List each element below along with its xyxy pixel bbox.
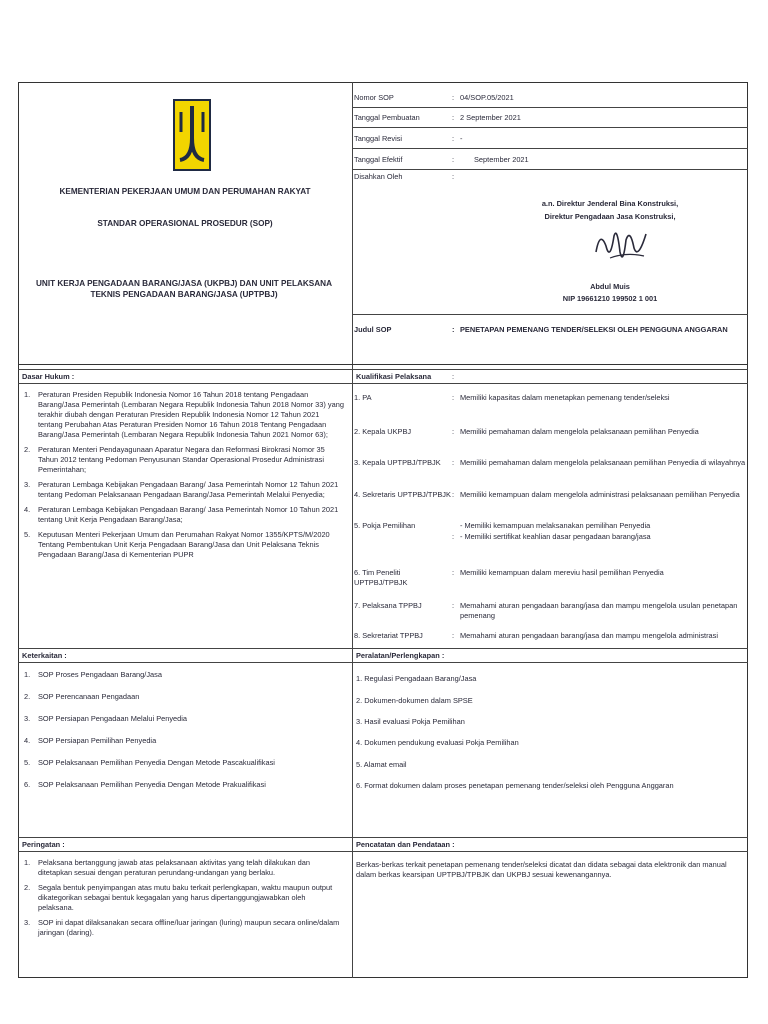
peralatan-item: 2. Dokumen-dokumen dalam SPSE <box>356 696 473 705</box>
section-line-d <box>18 837 748 838</box>
peralatan-title: Peralatan/Perlengkapan : <box>356 651 445 660</box>
section-line-a2 <box>18 383 352 384</box>
list-item: 4. Peraturan Lembaga Kebijakan Pengadaan Barang/ Jasa Pemerintah Nomor 10 Tahun 2021 tentang Unit Kerja Pengadaan Barang/Jasa; <box>24 505 339 524</box>
center-divider <box>352 82 353 978</box>
list-item: 3. SOP Persiapan Pengadaan Melalui Penyedia <box>24 714 188 723</box>
approver-name: Abdul Muis <box>590 282 630 291</box>
meta-line-4 <box>352 169 748 170</box>
approver-nip: NIP 19661210 199502 1 001 <box>562 294 658 303</box>
section-line-c2 <box>18 662 748 663</box>
approval-line-1: a.n. Direktur Jenderal Bina Konstruksi, <box>541 199 679 208</box>
header-divider <box>18 364 748 365</box>
section-line-b <box>352 369 748 370</box>
peralatan-item: 4. Dokumen pendukung evaluasi Pokja Pemilihan <box>356 738 519 747</box>
list-item: 1. Peraturan Presiden Republik Indonesia Nomor 16 Tahun 2018 tentang Pengadaan Barang/Jasa Pemerintah (Lembaran Negara Republik Indonesia Tahun 2018 Nomor 33) yang terakhir diubah dengan Peraturan Presiden Republik Indonesia Nomor 12 Tahun 2021 tentang Perubahan Atas Peraturan Presiden Nomor 16 Tahun 2018 Tentang Pengadaan Barang/Jasa Pemerintah (Lembaran Negara Republik Indonesia Tahun 2021 Nomor 63); <box>24 390 344 439</box>
pu-logo-icon <box>172 98 212 172</box>
section-line-d2 <box>18 851 748 852</box>
unit-name: UNIT KERJA PENGADAAN BARANG/JASA (UKPBJ) DAN UNIT PELAKSANA TEKNIS PENGADAAN BARANG/JASA (UPTPBJ) <box>36 279 332 299</box>
peringatan-title: Peringatan : <box>22 840 65 849</box>
list-item: 1. Pelaksana bertanggung jawab atas pelaksanaan aktivitas yang telah dilakukan dan ditetapkan sesuai dengan peraturan perundang-undangan yang berlaku. <box>24 858 311 877</box>
meta-line-1 <box>352 107 748 108</box>
dasar-hukum-list <box>24 390 346 565</box>
kualifikasi-colon: : <box>452 372 455 381</box>
meta-line-3 <box>352 148 748 149</box>
list-item: 3. SOP ini dapat dilaksanakan secara offline/luar jaringan (luring) maupun secara online/dalam jaringan (daring). <box>24 918 340 937</box>
list-item: 2. SOP Perencanaan Pengadaan <box>24 692 140 701</box>
list-item: 3. Peraturan Lembaga Kebijakan Pengadaan Barang/ Jasa Pemerintah Nomor 12 Tahun 2021 tentang Pedoman Pelaksanaan Pengadaan Barang/Jasa Pemerintah Melalui Penyedia; <box>24 480 339 499</box>
pencatatan-title: Pencatatan dan Pendataan : <box>356 840 455 849</box>
org-name: KEMENTERIAN PEKERJAAN UMUM DAN PERUMAHAN RAKYAT <box>59 187 311 196</box>
peringatan-list <box>24 858 342 943</box>
list-item: 1. SOP Proses Pengadaan Barang/Jasa <box>24 670 162 679</box>
list-item: 6. SOP Pelaksanaan Pemilihan Penyedia Dengan Metode Prakualifikasi <box>24 780 266 789</box>
list-item: 2. Segala bentuk penyimpangan atas mutu baku terkait perlengkapan, waktu maupun output dikategorikan sebagai bentuk kegagalan yang harus dipertanggungjawabkan oleh pelaksana. <box>24 883 333 912</box>
section-line-c <box>18 648 748 649</box>
approval-line-2: Direktur Pengadaan Jasa Konstruksi, <box>544 212 676 221</box>
peralatan-item: 3. Hasil evaluasi Pokja Pemilihan <box>356 717 465 726</box>
keterkaitan-list <box>24 670 346 802</box>
peralatan-item: 5. Alamat email <box>356 760 407 769</box>
doc-type: STANDAR OPERASIONAL PROSEDUR (SOP) <box>97 219 273 228</box>
meta-line-2 <box>352 127 748 128</box>
list-item: 5. Keputusan Menteri Pekerjaan Umum dan Perumahan Rakyat Nomor 1355/KPTS/M/2020 Tentang Pembentukan Unit Kerja Pengadaan Barang/Jasa dan Unit Pelaksana Teknis Pengadaan Barang/Jasa di Kementerian PUPR <box>24 530 330 559</box>
kualifikasi-title: Kualifikasi Pelaksana <box>356 372 432 381</box>
signature-icon <box>590 222 652 270</box>
peralatan-item: 1. Regulasi Pengadaan Barang/Jasa <box>356 674 477 683</box>
list-item: 2. Peraturan Menteri Pendayagunaan Aparatur Negara dan Reformasi Birokrasi Nomor 35 Tahun 2012 tentang Pedoman Penyusunan Standar Operasional Prosedur Administrasi Pemerintahan; <box>24 445 325 474</box>
keterkaitan-title: Keterkaitan : <box>22 651 67 660</box>
section-line-b2 <box>352 383 748 384</box>
pencatatan-text: Berkas-berkas terkait penetapan pemenang tender/seleksi dicatat dan didata sebagai data elektronik dan manual dalam berkas kearsipan UPTPBJ/TPBJK dan UKPBJ sesuai kewenangannya. <box>356 860 727 879</box>
section-line-a <box>18 369 352 370</box>
peralatan-item: 6. Format dokumen dalam proses penetapan pemenang tender/seleksi oleh Pengguna Anggaran <box>356 781 674 790</box>
judul-top-line <box>352 314 748 315</box>
list-item: 5. SOP Pelaksanaan Pemilihan Penyedia Dengan Metode Pascakualifikasi <box>24 758 275 767</box>
dasar-hukum-title: Dasar Hukum : <box>22 372 75 381</box>
list-item: 4. SOP Persiapan Pemilihan Penyedia <box>24 736 157 745</box>
